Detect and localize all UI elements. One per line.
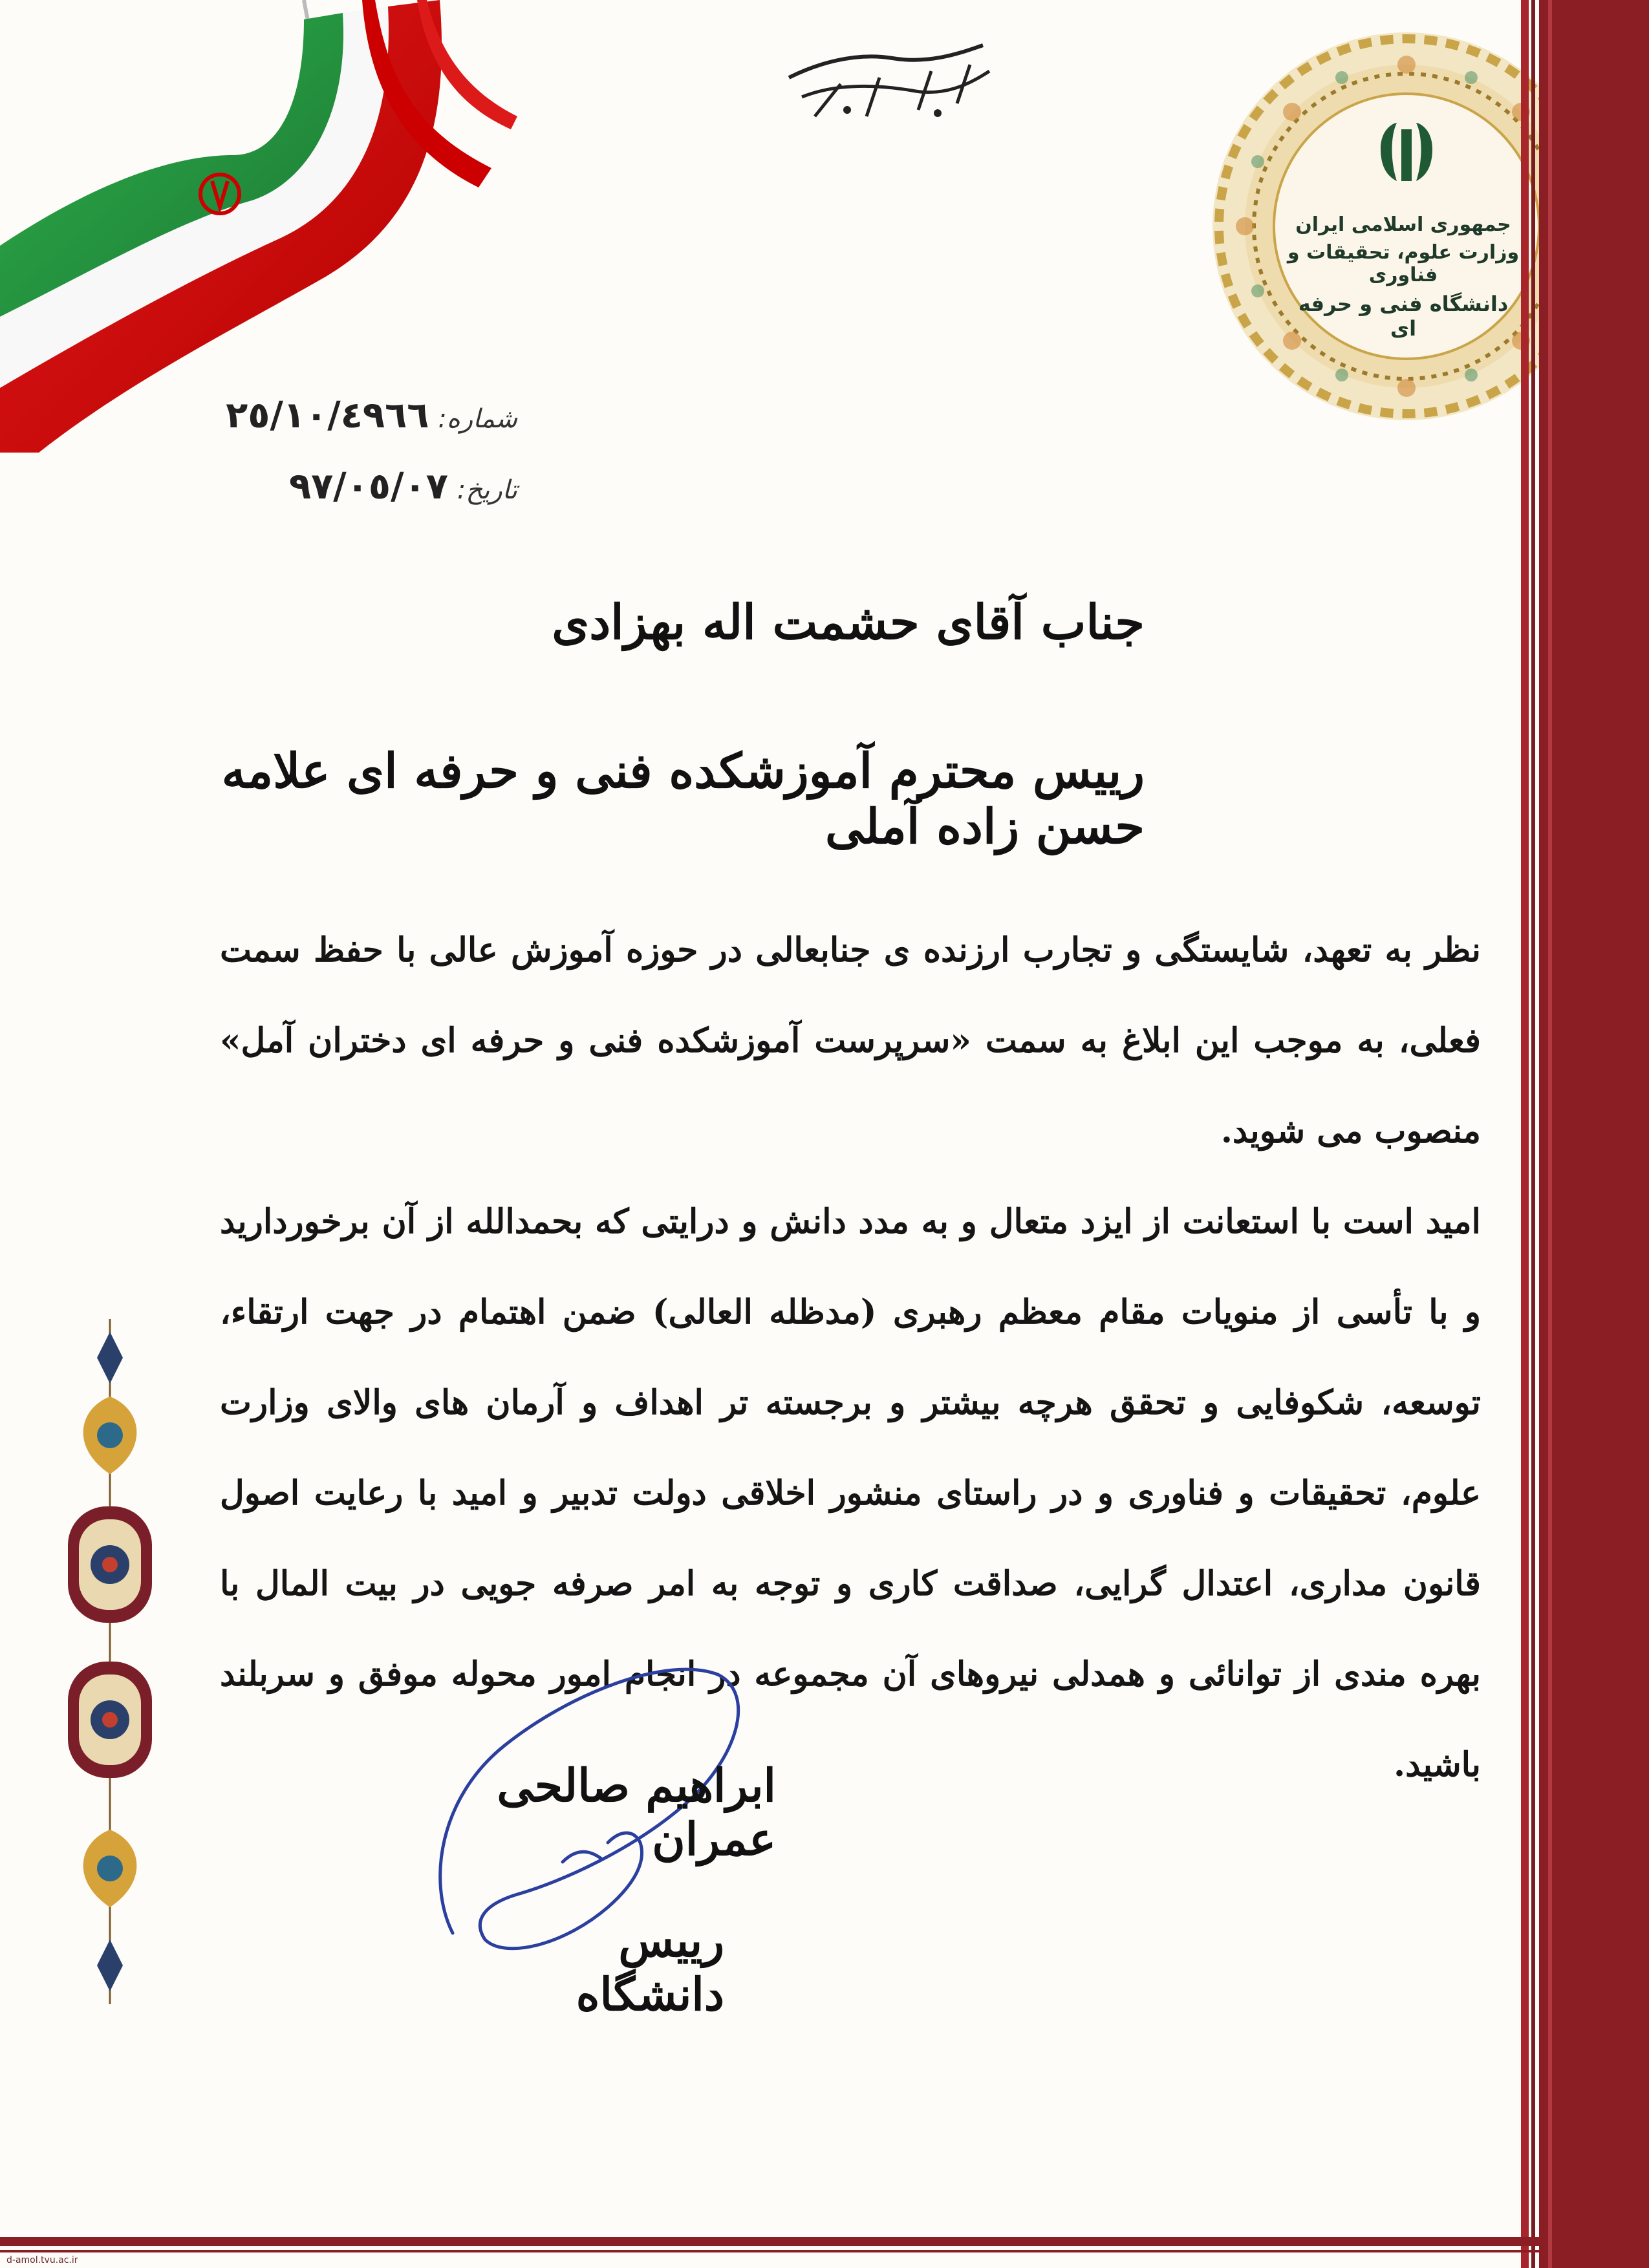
seal-line-country: جمهوری اسلامی ایران: [1295, 213, 1511, 236]
letter-date-row: [155, 465, 517, 537]
footer-mark: d-amol.tvu.ac.ir: [6, 2255, 78, 2265]
bottom-border-thin-rule: [0, 2250, 1539, 2252]
letter-number-label: شماره:: [438, 404, 517, 434]
right-border-line: [1521, 0, 1529, 2268]
seal-line-university: دانشگاه فنی و حرفه ای: [1298, 292, 1509, 341]
right-border-inner-line: [1531, 0, 1535, 2268]
bottom-border-rule: [0, 2237, 1539, 2246]
signatory-title: رییس دانشگاه: [576, 1914, 724, 2021]
right-border-band: [1539, 0, 1649, 2268]
letter-body: [220, 905, 1481, 1810]
decorative-ornament-column: [58, 1319, 162, 2004]
letter-number-row: [155, 394, 517, 465]
signatory-name: ابراهیم صالحی عمران: [497, 1759, 776, 1866]
body-paragraph-wishes: امید است با استعانت از ایزد متعال و به مدد دانش و درایتی که بحمدالله از آن برخوردارید و با تأسی از منویات مقام معظم رهبری (مدظله العالی) ضمن اهتمام در جهت ارتقاء، توسعه، شکوفایی و تحقق هرچه بیشتر و برجسته تر اهداف و آرمان های والای وزارت علوم، تحقیقات و فناوری و در راستای منشور اخلاقی دولت تدبیر و امید با رعایت اصول قانون مداری، اعتدال گرایی، صداقت کاری و توجه به امر صرفه جویی در بیت المال با بهره مندی از توانائی و همدلی نیروهای آن مجموعه در انجام امور محوله موفق و سربلند باشید.: [220, 1202, 1481, 1784]
addressee-title: رییس محترم آموزشکده فنی و حرفه ای علامه حسن زاده آملی: [221, 744, 1145, 855]
addressee-name: جناب آقای حشمت اله بهزادی: [552, 595, 1145, 650]
seal-text: [1287, 213, 1520, 341]
letter-date-value: ٩٧/٠٥/٠٧: [288, 465, 448, 508]
letter-number-value: ٢٥/١٠/٤٩٦٦: [226, 394, 429, 436]
letter-date-label: تاریخ:: [457, 475, 517, 505]
letter-meta: [155, 394, 517, 537]
seal-line-ministry: وزارت علوم، تحقیقات و فناوری: [1287, 241, 1520, 286]
basmala-calligraphy: [776, 39, 996, 129]
body-paragraph-appointment: نظر به تعهد، شایستگی و تجارب ارزنده ی جنابعالی در حوزه آموزش عالی با حفظ سمت فعلی، به موجب این ابلاغ به سمت «سرپرست آموزشکده فنی و حرفه ای دختران آمل» منصوب می شوید.: [220, 930, 1481, 1151]
